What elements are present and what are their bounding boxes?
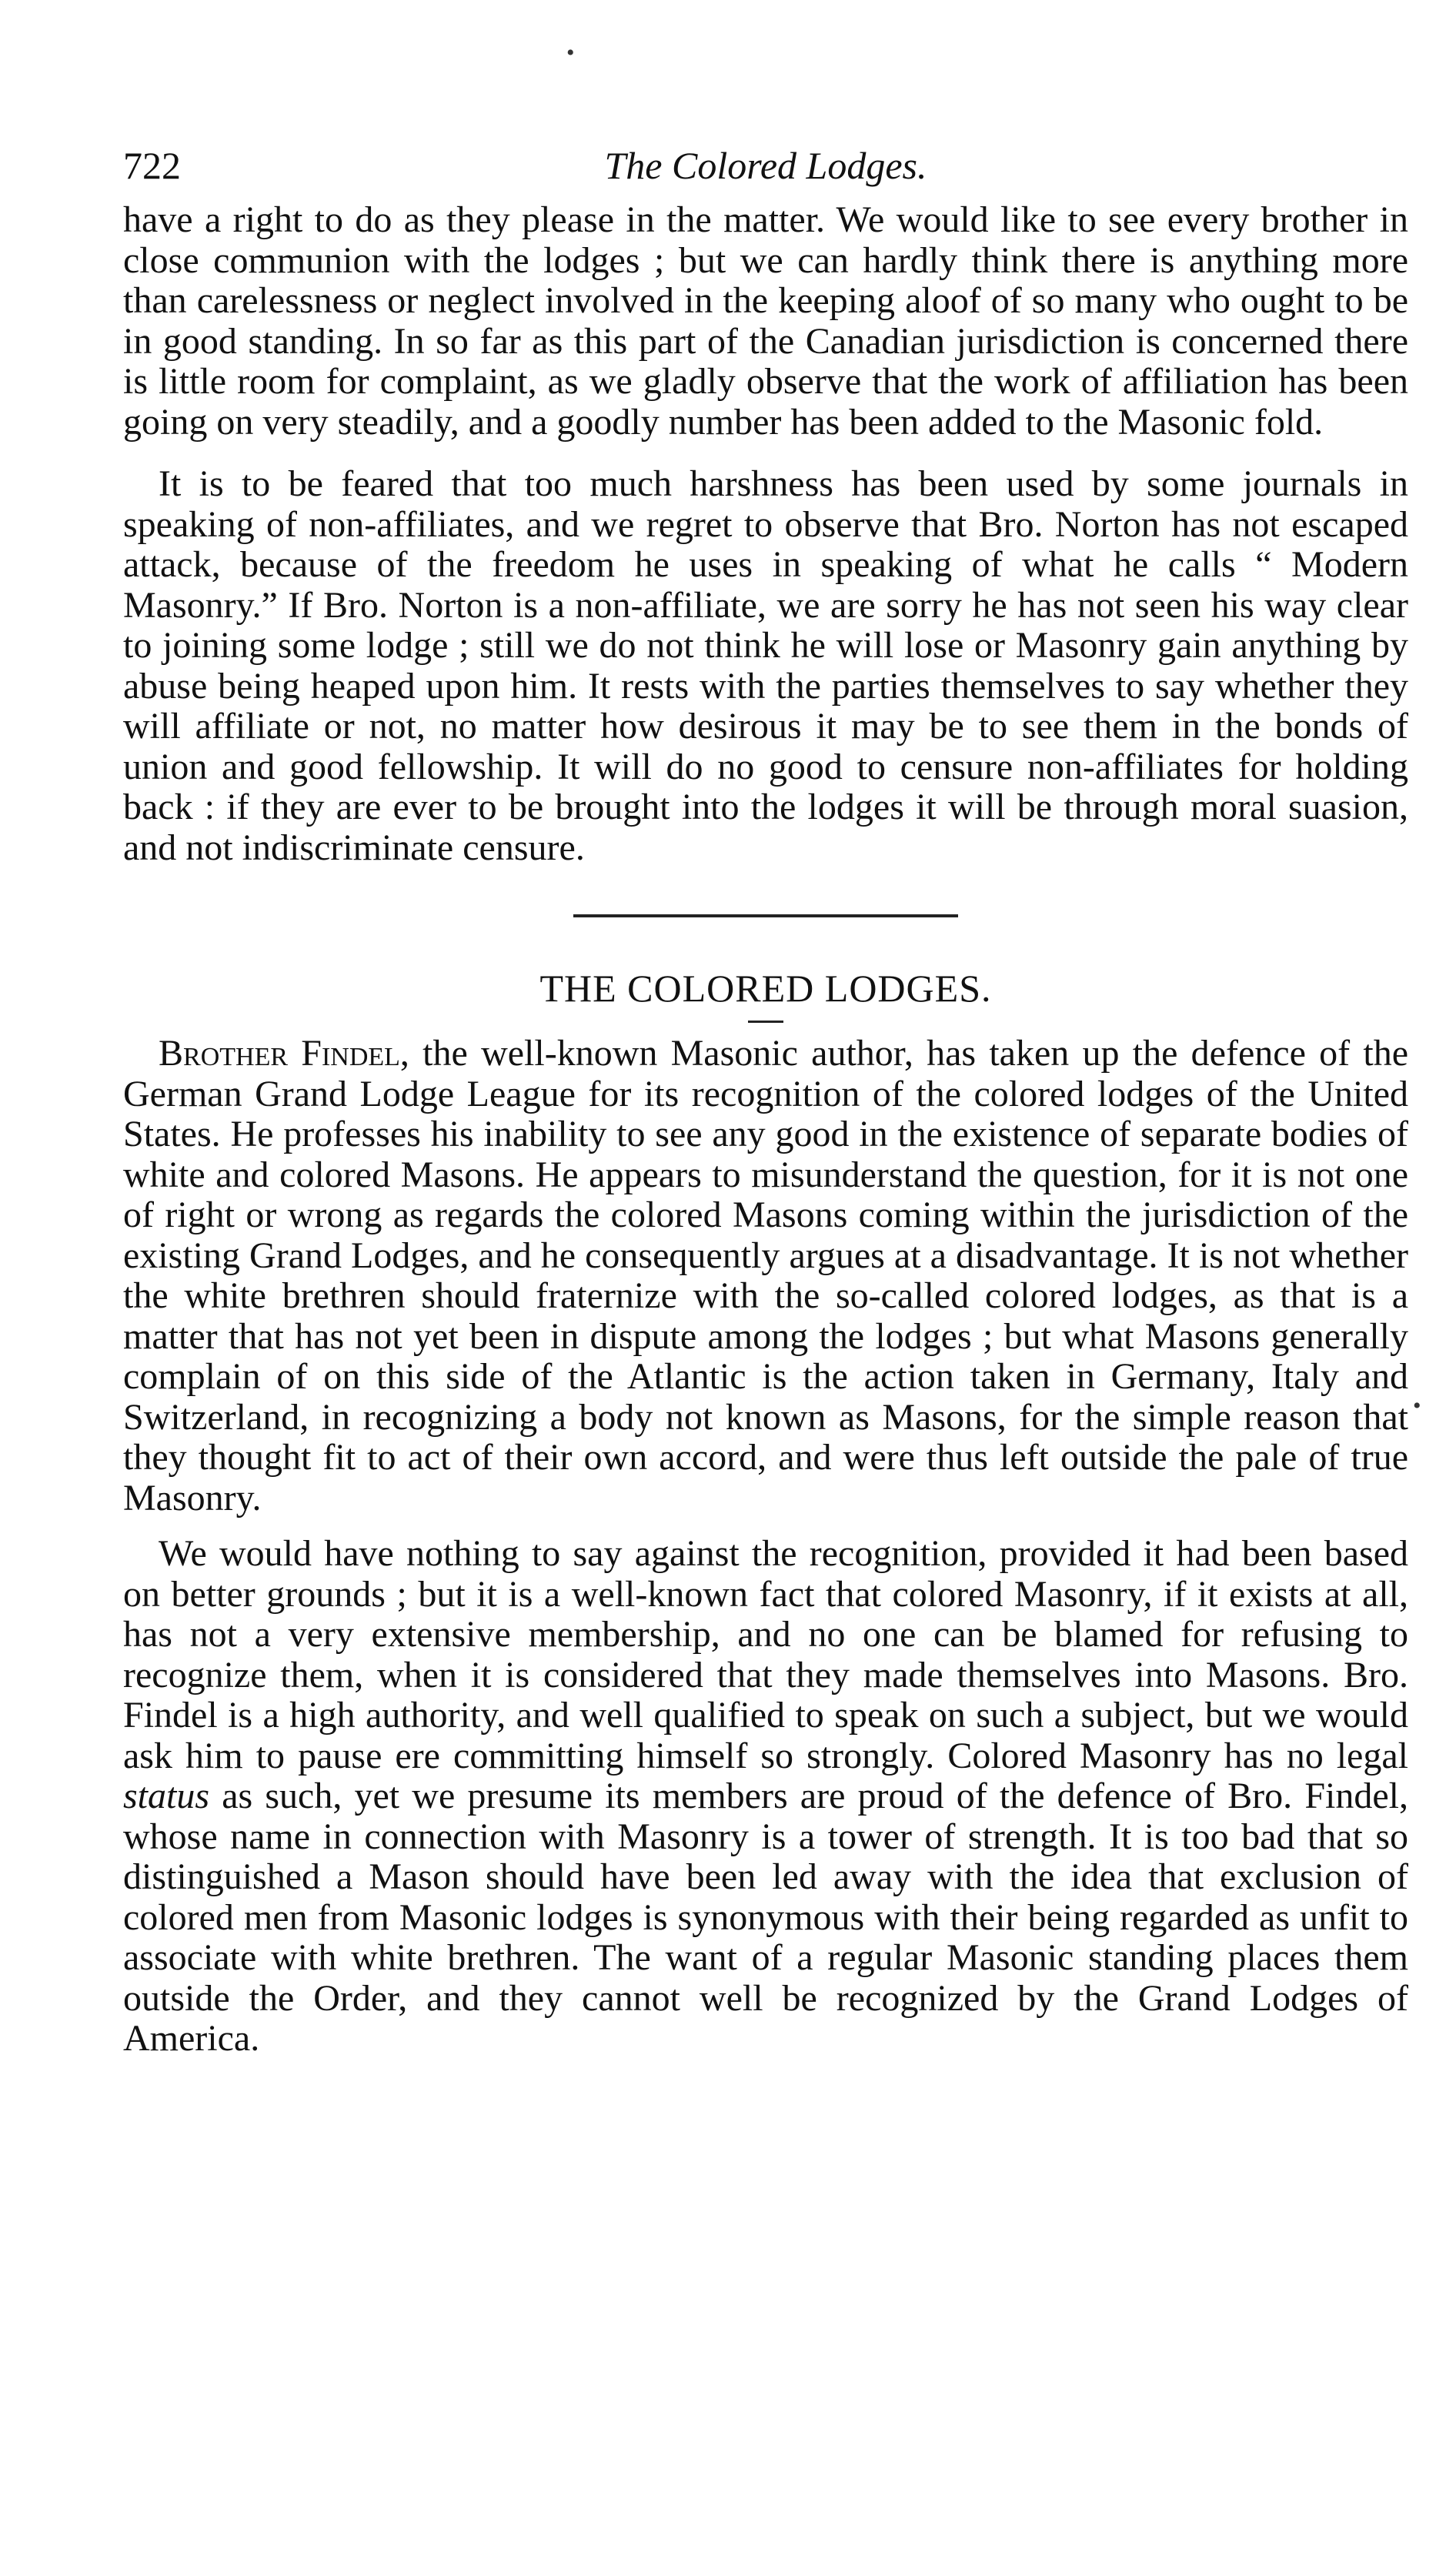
running-title: The Colored Lodges. [604,144,927,187]
continued-paragraph-2: It is to be feared that too much harshness has been used by some journals in speaking of non-affiliates, and we regret to observe that Bro. Norton has not escaped attack, because of the freedom he uses in speaking of what he calls “ Modern Masonry.” If Bro. Norton is a non-affiliate, we are sorry he has not seen his way clear to joining some lodge ; still we do not think he will lose or Masonry gain anything by abuse being heaped upon him. It rests with the parties themselves to say whether they will affiliate or not, no matter how desirous it may be to see them in the bonds of union and good fellowship. It will do no good to censure non-affiliates for holding back : if they are ever to be brought into the lodges it will be through moral suasion, and not indiscriminate censure. [123,463,1408,868]
stray-mark-right: • [1413,1393,1421,1418]
article-paragraph-2-text-a: We would have nothing to say against the recognition, provided it had been based on better grounds ; but it is a well-known fact that colored Masonry, if it exists at all, has not a very extensive membership, and no one can be blamed for refusing to recognize them, when it is considered that they made themselves into Masons. Bro. Findel is a high authority, and well qualified to speak on such a subject, but we would ask him to pause ere committing himself so strongly. Colored Masonry has no legal [123,1533,1408,1776]
article-paragraph-2-text-b: as such, yet we presume its members are proud of the defence of Bro. Findel, whose name in connection with Masonry is a tower of strength. It is too bad that so distinguished a Mason should have been led away with the idea that exclusion of colored men from Masonic lodges is synonymous with their being regarded as unfit to associate with white brethren. The want of a regular Masonic standing places them outside the Order, and they cannot well be recognized by the Grand Lodges of America. [123,1776,1408,2059]
page-body [123,131,1408,2060]
stray-mark-top: • [566,40,575,65]
title-dash [748,1021,783,1023]
continued-paragraph-1: have a right to do as they please in the matter. We would like to see every brother in close communion with the lodges ; but we can hardly think there is anything more than carelessness or neglect involved in the keeping aloof of so many who ought to be in good standing. In so far as this part of the Canadian jurisdiction is concerned there is little room for complaint, as we gladly observe that the work of affiliation has been going on very steadily, and a goodly number has been added to the Masonic fold. [123,199,1408,443]
article-title: THE COLORED LODGES. [539,967,992,1010]
section-divider-rule [573,914,958,917]
italic-word: status [123,1776,210,1816]
article-paragraph-2 [123,1534,1408,2060]
page-number: 722 [123,144,181,187]
running-head [123,131,1408,200]
article-paragraph-1 [123,1034,1408,1518]
article-paragraph-1-text: the well-known Masonic author, has taken up the defence of the German Grand Lodge League for its recognition of the colored lodges of the United States. He professes his inability to see any good in the existence of separate bodies of white and colored Masons. He appears to misunderstand the question, for it is not one of right or wrong as regards the colored Masons coming within the jurisdiction of the existing Grand Lodges, and he consequently argues at a disadvantage. It is not whether the white brethren should fraternize with the so-called colored lodges, as that is a matter that has not yet been in dispute among the lodges ; but what Masons generally complain of on this side of the Atlantic is the action taken in Germany, Italy and Switzerland, in recognizing a body not known as Masons, for the simple reason that they thought fit to act of their own accord, and were thus left outside the pale of true Masonry. [123,1033,1408,1518]
lead-words: Brother Findel, [159,1033,409,1074]
